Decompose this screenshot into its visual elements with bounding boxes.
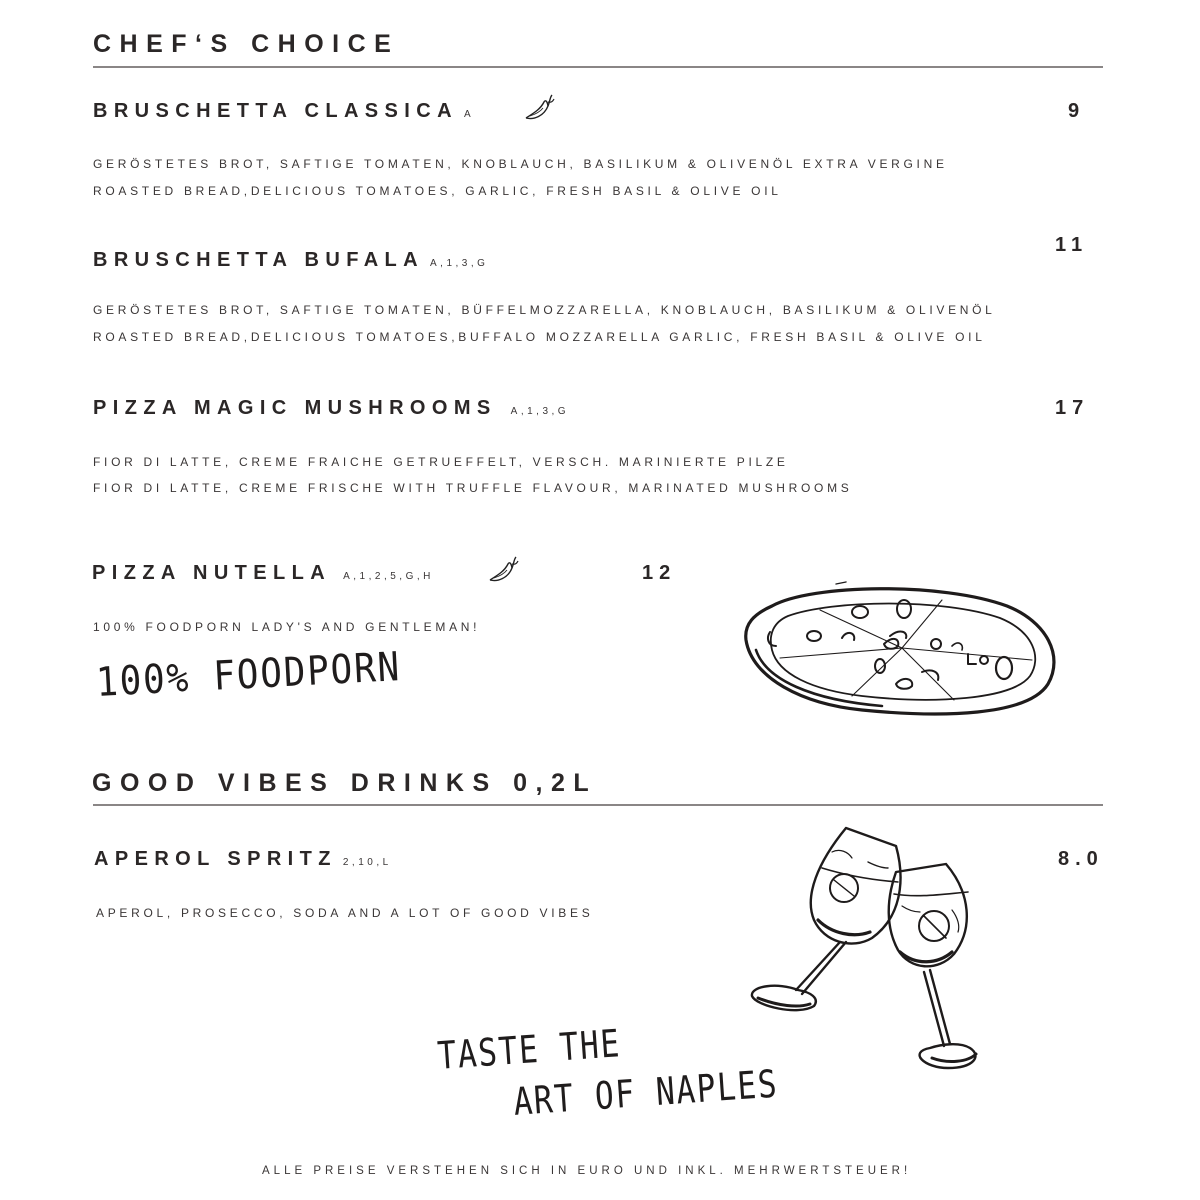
section-divider bbox=[93, 804, 1103, 806]
desc-de-bruschetta-classica: GERÖSTETES BROT, SAFTIGE TOMATEN, KNOBLAUCH, BASILIKUM & OLIVENÖL EXTRA VERGINE bbox=[93, 157, 948, 171]
desc-pizza-nutella: 100% FOODPORN LADY'S AND GENTLEMAN! bbox=[93, 620, 481, 634]
chili-icon bbox=[486, 554, 520, 586]
item-name-bruschetta-classica: BRUSCHETTA CLASSICA A bbox=[93, 100, 475, 122]
allergens: 2,10,L bbox=[342, 857, 392, 868]
allergens: A,1,3,G bbox=[510, 406, 570, 417]
desc-en-bruschetta-classica: ROASTED BREAD,DELICIOUS TOMATOES, GARLIC, FRESH BASIL & OLIVE OIL bbox=[93, 184, 782, 198]
pizza-illustration bbox=[742, 576, 1062, 721]
handwritten-foodporn: 100% FOODPORN bbox=[95, 644, 403, 706]
price-bruschetta-bufala: 11 bbox=[1055, 234, 1089, 256]
item-name-pizza-nutella: PIZZA NUTELLA A,1,2,5,G,H bbox=[92, 562, 434, 584]
section-title-chefs-choice: CHEF‘S CHOICE bbox=[93, 30, 400, 58]
allergens: A,1,2,5,G,H bbox=[343, 571, 434, 582]
section-title-drinks: GOOD VIBES DRINKS 0,2L bbox=[92, 769, 598, 797]
slogan-line-2: ART OF NAPLES bbox=[512, 1061, 780, 1124]
price-bruschetta-classica: 9 bbox=[1068, 100, 1086, 122]
desc-de-bruschetta-bufala: GERÖSTETES BROT, SAFTIGE TOMATEN, BÜFFELMOZZARELLA, KNOBLAUCH, BASILIKUM & OLIVENÖL bbox=[93, 303, 996, 317]
desc-de-pizza-magic-mushrooms: FIOR DI LATTE, CREME FRAICHE GETRUEFFELT, VERSCH. MARINIERTE PILZE bbox=[93, 455, 789, 469]
desc-aperol-spritz: APEROL, PROSECCO, SODA AND A LOT OF GOOD VIBES bbox=[96, 906, 594, 920]
item-name-pizza-magic-mushrooms: PIZZA MAGIC MUSHROOMS A,1,3,G bbox=[93, 397, 570, 419]
item-name-bruschetta-bufala: BRUSCHETTA BUFALA A,1,3,G bbox=[93, 249, 489, 271]
allergens: A,1,3,G bbox=[430, 258, 489, 269]
price-pizza-nutella: 12 bbox=[642, 562, 677, 584]
section-divider bbox=[93, 66, 1103, 68]
desc-en-pizza-magic-mushrooms: FIOR DI LATTE, CREME FRISCHE WITH TRUFFLE FLAVOUR, MARINATED MUSHROOMS bbox=[93, 481, 853, 495]
footer-note: ALLE PREISE VERSTEHEN SICH IN EURO UND INKL. MEHRWERTSTEUER! bbox=[262, 1165, 912, 1177]
chili-icon bbox=[522, 92, 556, 124]
wine-glasses-illustration bbox=[748, 822, 988, 1077]
allergens: A bbox=[463, 109, 475, 120]
price-pizza-magic-mushrooms: 17 bbox=[1055, 397, 1090, 419]
desc-en-bruschetta-bufala: ROASTED BREAD,DELICIOUS TOMATOES,BUFFALO MOZZARELLA GARLIC, FRESH BASIL & OLIVE OIL bbox=[93, 330, 986, 344]
price-aperol-spritz: 8.0 bbox=[1058, 848, 1104, 870]
slogan-line-1: TASTE THE bbox=[436, 1021, 623, 1078]
item-name-aperol-spritz: APEROL SPRITZ 2,10,L bbox=[94, 848, 392, 870]
